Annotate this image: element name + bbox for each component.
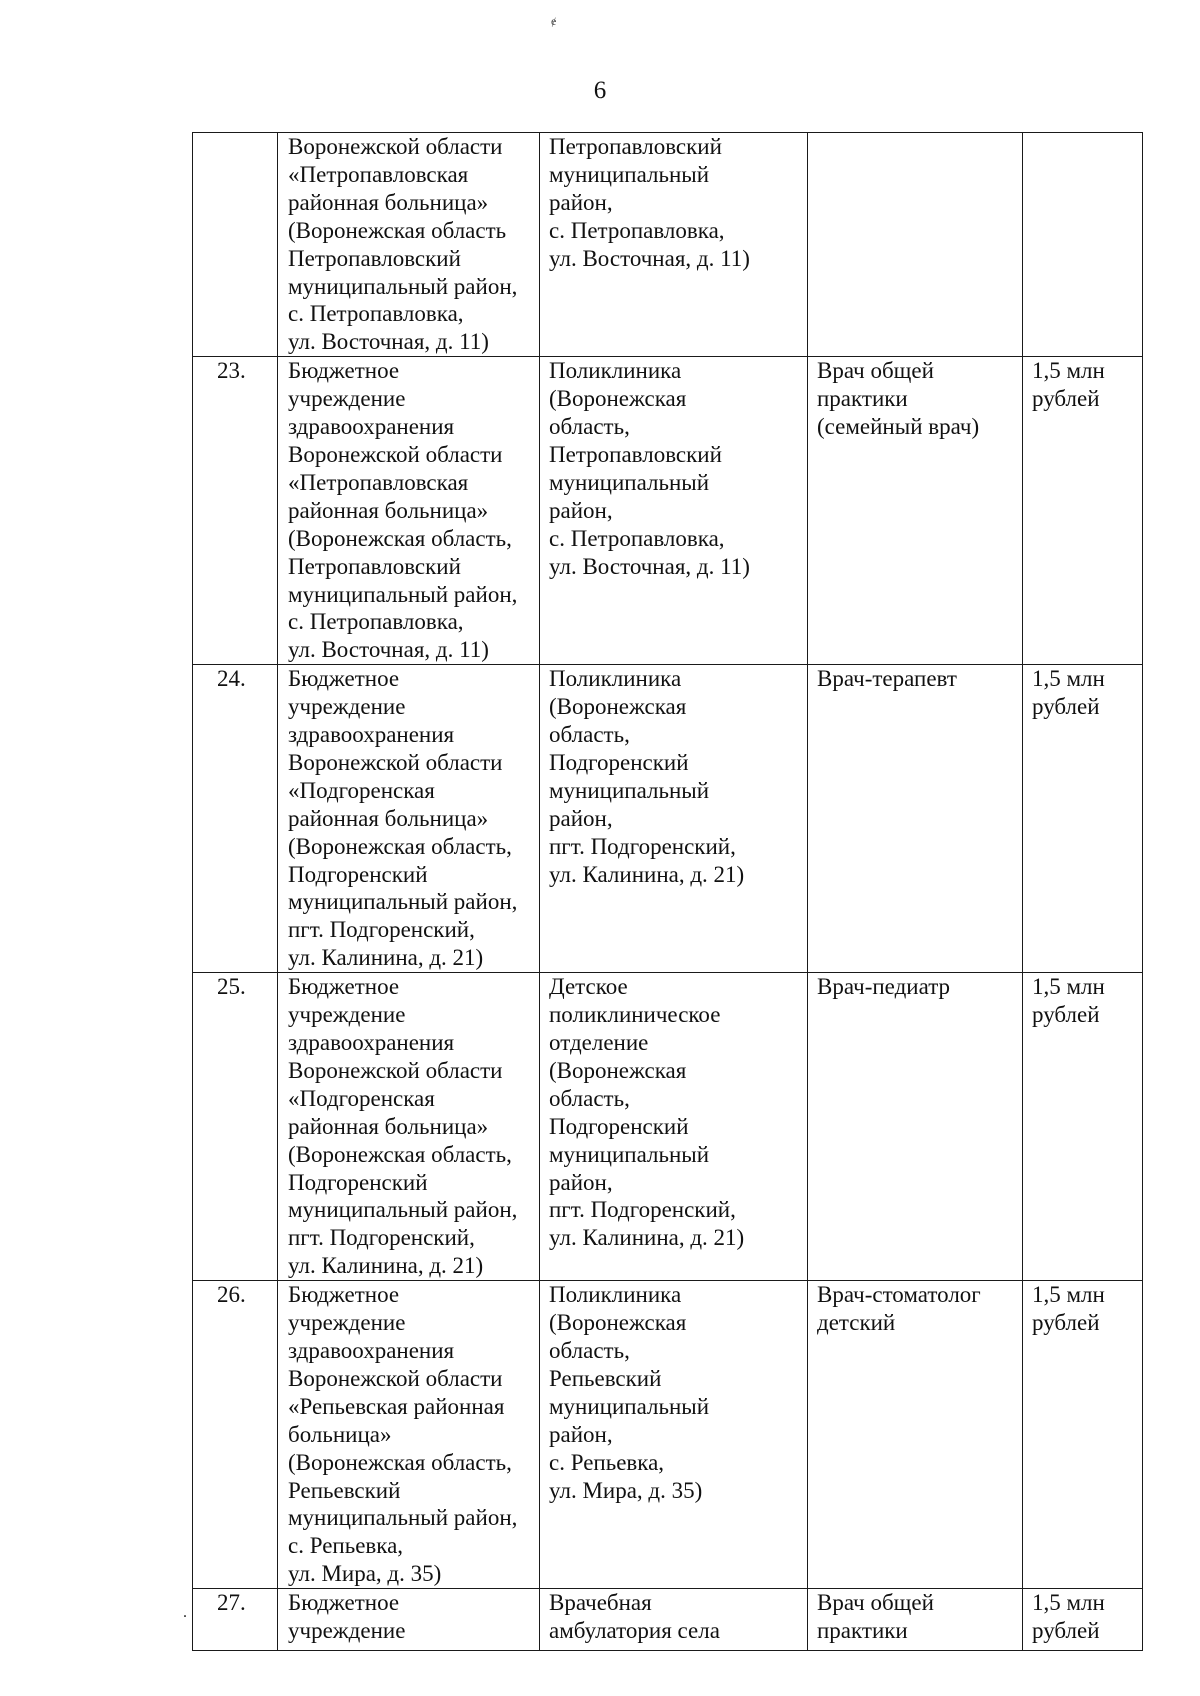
positions-table bbox=[192, 132, 1143, 1651]
table-row bbox=[193, 357, 1143, 665]
amount-cell: 1,5 млн рублей bbox=[1023, 665, 1143, 973]
position-cell: Врач-стоматолог детский bbox=[808, 1281, 1023, 1589]
table-row bbox=[193, 665, 1143, 973]
unit-cell: Врачебная амбулатория села bbox=[540, 1589, 808, 1651]
unit-cell: Детское поликлиническое отделение (Воронежская область, Подгоренский муниципальный район, пгт. Подгоренский, ул. Калинина, д. 21) bbox=[540, 973, 808, 1281]
position-cell: Врач-педиатр bbox=[808, 973, 1023, 1281]
row-number: 23. bbox=[193, 357, 278, 665]
position-cell: Врач-терапевт bbox=[808, 665, 1023, 973]
institution-cell: Бюджетное учреждение здравоохранения Воронежской области «Петропавловская районная больница» (Воронежская область, Петропавловский муниципальный район, с. Петропавловка, ул. Восточная, д. 11) bbox=[278, 357, 540, 665]
institution-cell: Бюджетное учреждение здравоохранения Воронежской области «Подгоренская районная больница» (Воронежская область, Подгоренский муниципальный район, пгт. Подгоренский, ул. Калинина, д. 21) bbox=[278, 973, 540, 1281]
row-number: 26. bbox=[193, 1281, 278, 1589]
row-number: 27. bbox=[193, 1589, 278, 1651]
unit-cell: Поликлиника (Воронежская область, Подгоренский муниципальный район, пгт. Подгоренский, ул. Калинина, д. 21) bbox=[540, 665, 808, 973]
table-row bbox=[193, 1589, 1143, 1651]
row-number bbox=[193, 133, 278, 357]
institution-cell: Бюджетное учреждение здравоохранения Воронежской области «Подгоренская районная больница» (Воронежская область, Подгоренский муниципальный район, пгт. Подгоренский, ул. Калинина, д. 21) bbox=[278, 665, 540, 973]
position-cell: Врач общей практики bbox=[808, 1589, 1023, 1651]
row-number: 24. bbox=[193, 665, 278, 973]
unit-cell: Поликлиника (Воронежская область, Репьевский муниципальный район, с. Репьевка, ул. Мира, д. 35) bbox=[540, 1281, 808, 1589]
institution-cell: Бюджетное учреждение bbox=[278, 1589, 540, 1651]
page-number: 6 bbox=[593, 77, 607, 104]
amount-cell bbox=[1023, 133, 1143, 357]
table-row bbox=[193, 1281, 1143, 1589]
amount-cell: 1,5 млн рублей bbox=[1023, 1589, 1143, 1651]
table-row bbox=[193, 973, 1143, 1281]
unit-cell: Поликлиника (Воронежская область, Петропавловский муниципальный район, с. Петропавловка, ул. Восточная, д. 11) bbox=[540, 357, 808, 665]
position-cell: Врач общей практики (семейный врач) bbox=[808, 357, 1023, 665]
amount-cell: 1,5 млн рублей bbox=[1023, 973, 1143, 1281]
unit-cell: Петропавловский муниципальный район, с. Петропавловка, ул. Восточная, д. 11) bbox=[540, 133, 808, 357]
row-number: 25. bbox=[193, 973, 278, 1281]
scan-mark: ɇ bbox=[551, 14, 557, 28]
amount-cell: 1,5 млн рублей bbox=[1023, 1281, 1143, 1589]
position-cell bbox=[808, 133, 1023, 357]
institution-cell: Воронежской области «Петропавловская районная больница» (Воронежская область Петропавловский муниципальный район, с. Петропавловка, ул. Восточная, д. 11) bbox=[278, 133, 540, 357]
amount-cell: 1,5 млн рублей bbox=[1023, 357, 1143, 665]
institution-cell: Бюджетное учреждение здравоохранения Воронежской области «Репьевская районная больница» (Воронежская область, Репьевский муниципальный район, с. Репьевка, ул. Мира, д. 35) bbox=[278, 1281, 540, 1589]
margin-mark: . bbox=[183, 1604, 187, 1621]
table-row bbox=[193, 133, 1143, 357]
